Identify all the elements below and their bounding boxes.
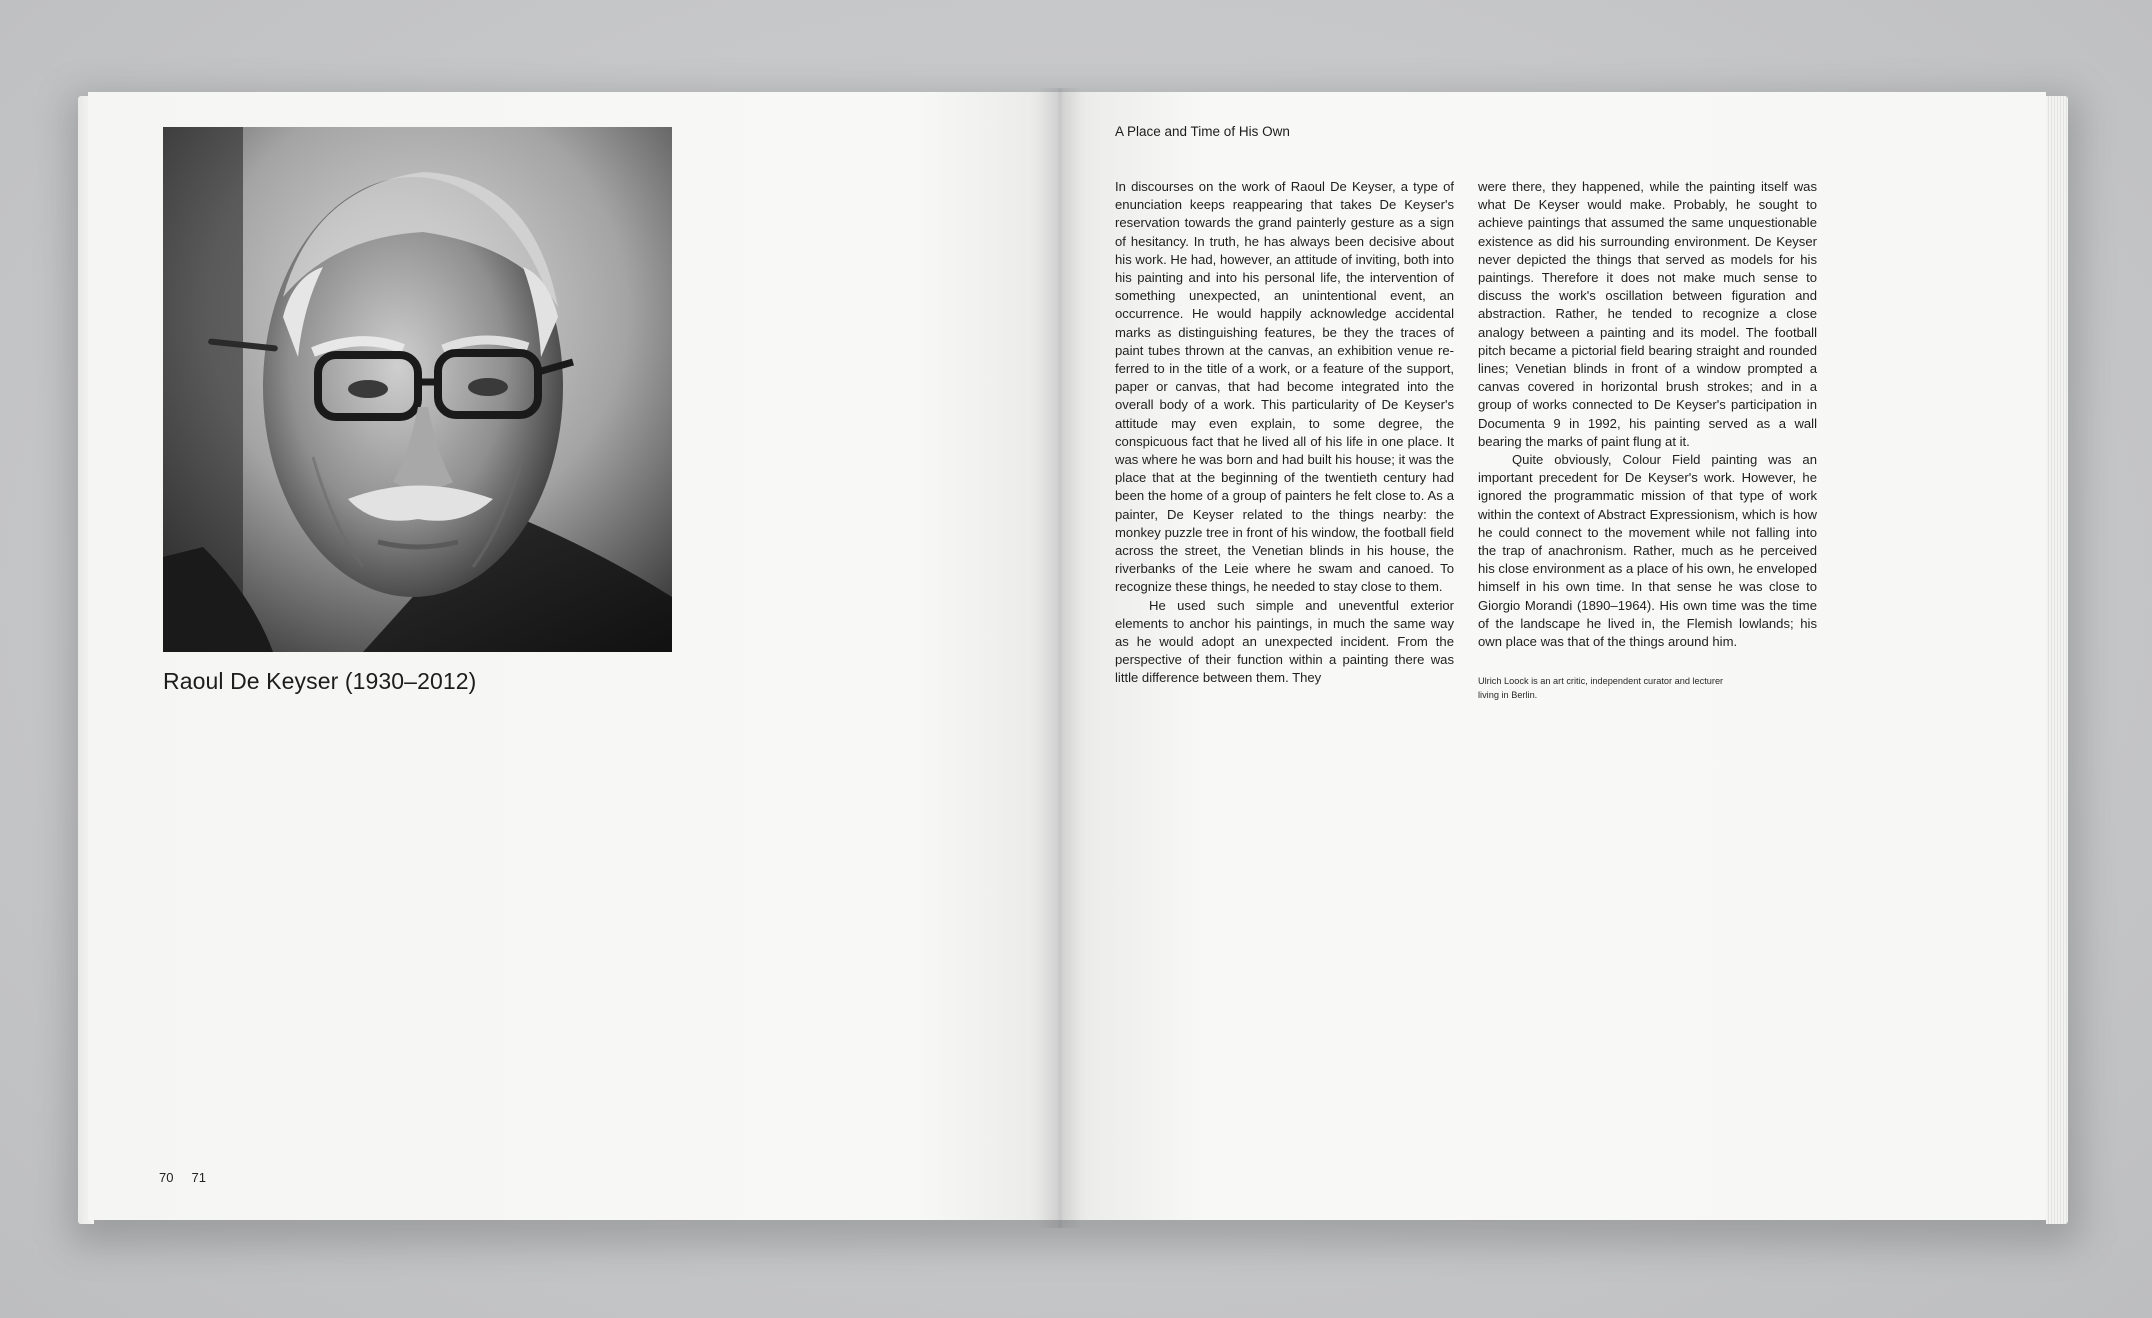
text-column-2	[1478, 178, 1817, 702]
portrait-photo	[163, 127, 672, 652]
page-number-left: 70	[159, 1170, 174, 1185]
chapter-title: A Place and Time of His Own	[1115, 124, 1290, 139]
page-numbers	[159, 1170, 206, 1185]
text-column-1	[1115, 178, 1454, 688]
photo-caption: Raoul De Keyser (1930–2012)	[163, 668, 477, 694]
page-number-right: 71	[191, 1170, 206, 1185]
paragraph: were there, they happened, while the painting itself was what De Keyser would make. Probably, he sought to achieve paintings that assumed the same unquestionable existence as did his surrounding environment. De Keyser never depicted the things that served as models for his paintings. Therefore it does not make much sense to discuss the work's oscillation between figuration and abstraction. Rather, he tended to recognize a close analogy between a painting and its model. The football pitch became a pictorial field bearing straight and rounded lines; Venetian blinds in front of a window prompted a canvas covered in horizontal brush strokes; and in a group of works connected to De Keyser's participation in Documenta 9 in 1992, his painting served as a wall bearing the marks of paint flung at it.	[1478, 179, 1817, 449]
paragraph: Quite obviously, Colour Field painting was an important precedent for De Keyser's work. However, he ignored the programmatic mission of that type of work within the context of Abstract Expressionism, which is how he could connect to the movement while not falling into the trap of anachronism. Rather, much as he perceived his close environment as a place of his own, he enveloped himself in his own time. In that sense he was close to Giorgio Morandi (1890–1964). His own time was the time of the landscape he lived in, the Flemish lowlands; his own place was that of the things around him.	[1478, 452, 1817, 650]
paragraph: In discourses on the work of Raoul De Keyser, a type of enunciation keeps reappearing that takes De Keyser's reservation towards the grand painterly gesture as a sign of hesitancy. In truth, he has always been decisive about his work. He had, however, an attitude of inviting, both into his painting and into his personal life, the intervention of something unexpected, an unintentional event, an occurrence. He would happily acknowledge accidental marks as distinguishing features, be they the traces of paint tubes thrown at the canvas, an exhibition venue referred to in the title of a work, or a feature of the support, paper or canvas, that had become integrated into the overall body of a work. This particularity of De Keyser's attitude may even explain, to some degree, the conspicuous fact that he lived all of his life in one place. It was where he was born and had built his house; it was the place that at the beginning of the twentieth century had been the home of a group of painters he felt close to. As a painter, De Keyser related to the things nearby: the monkey puzzle tree in front of his window, the football field across the street, the Venetian blinds in his house, the riverbanks of the Leie where he swam and canoed. To recognize these things, he needed to stay close to them.	[1115, 179, 1454, 595]
author-bio: Ulrich Loock is an art critic, independent curator and lecturer living in Berlin.	[1478, 676, 1724, 700]
page-edge-right	[2046, 96, 2068, 1224]
book-gutter	[1038, 88, 1082, 1228]
paragraph: He used such simple and uneventful exterior elements to anchor his paintings, in much the same way as he would adopt an unexpected incident. From the perspective of their function within a painting there was little difference between them. They	[1115, 597, 1454, 686]
